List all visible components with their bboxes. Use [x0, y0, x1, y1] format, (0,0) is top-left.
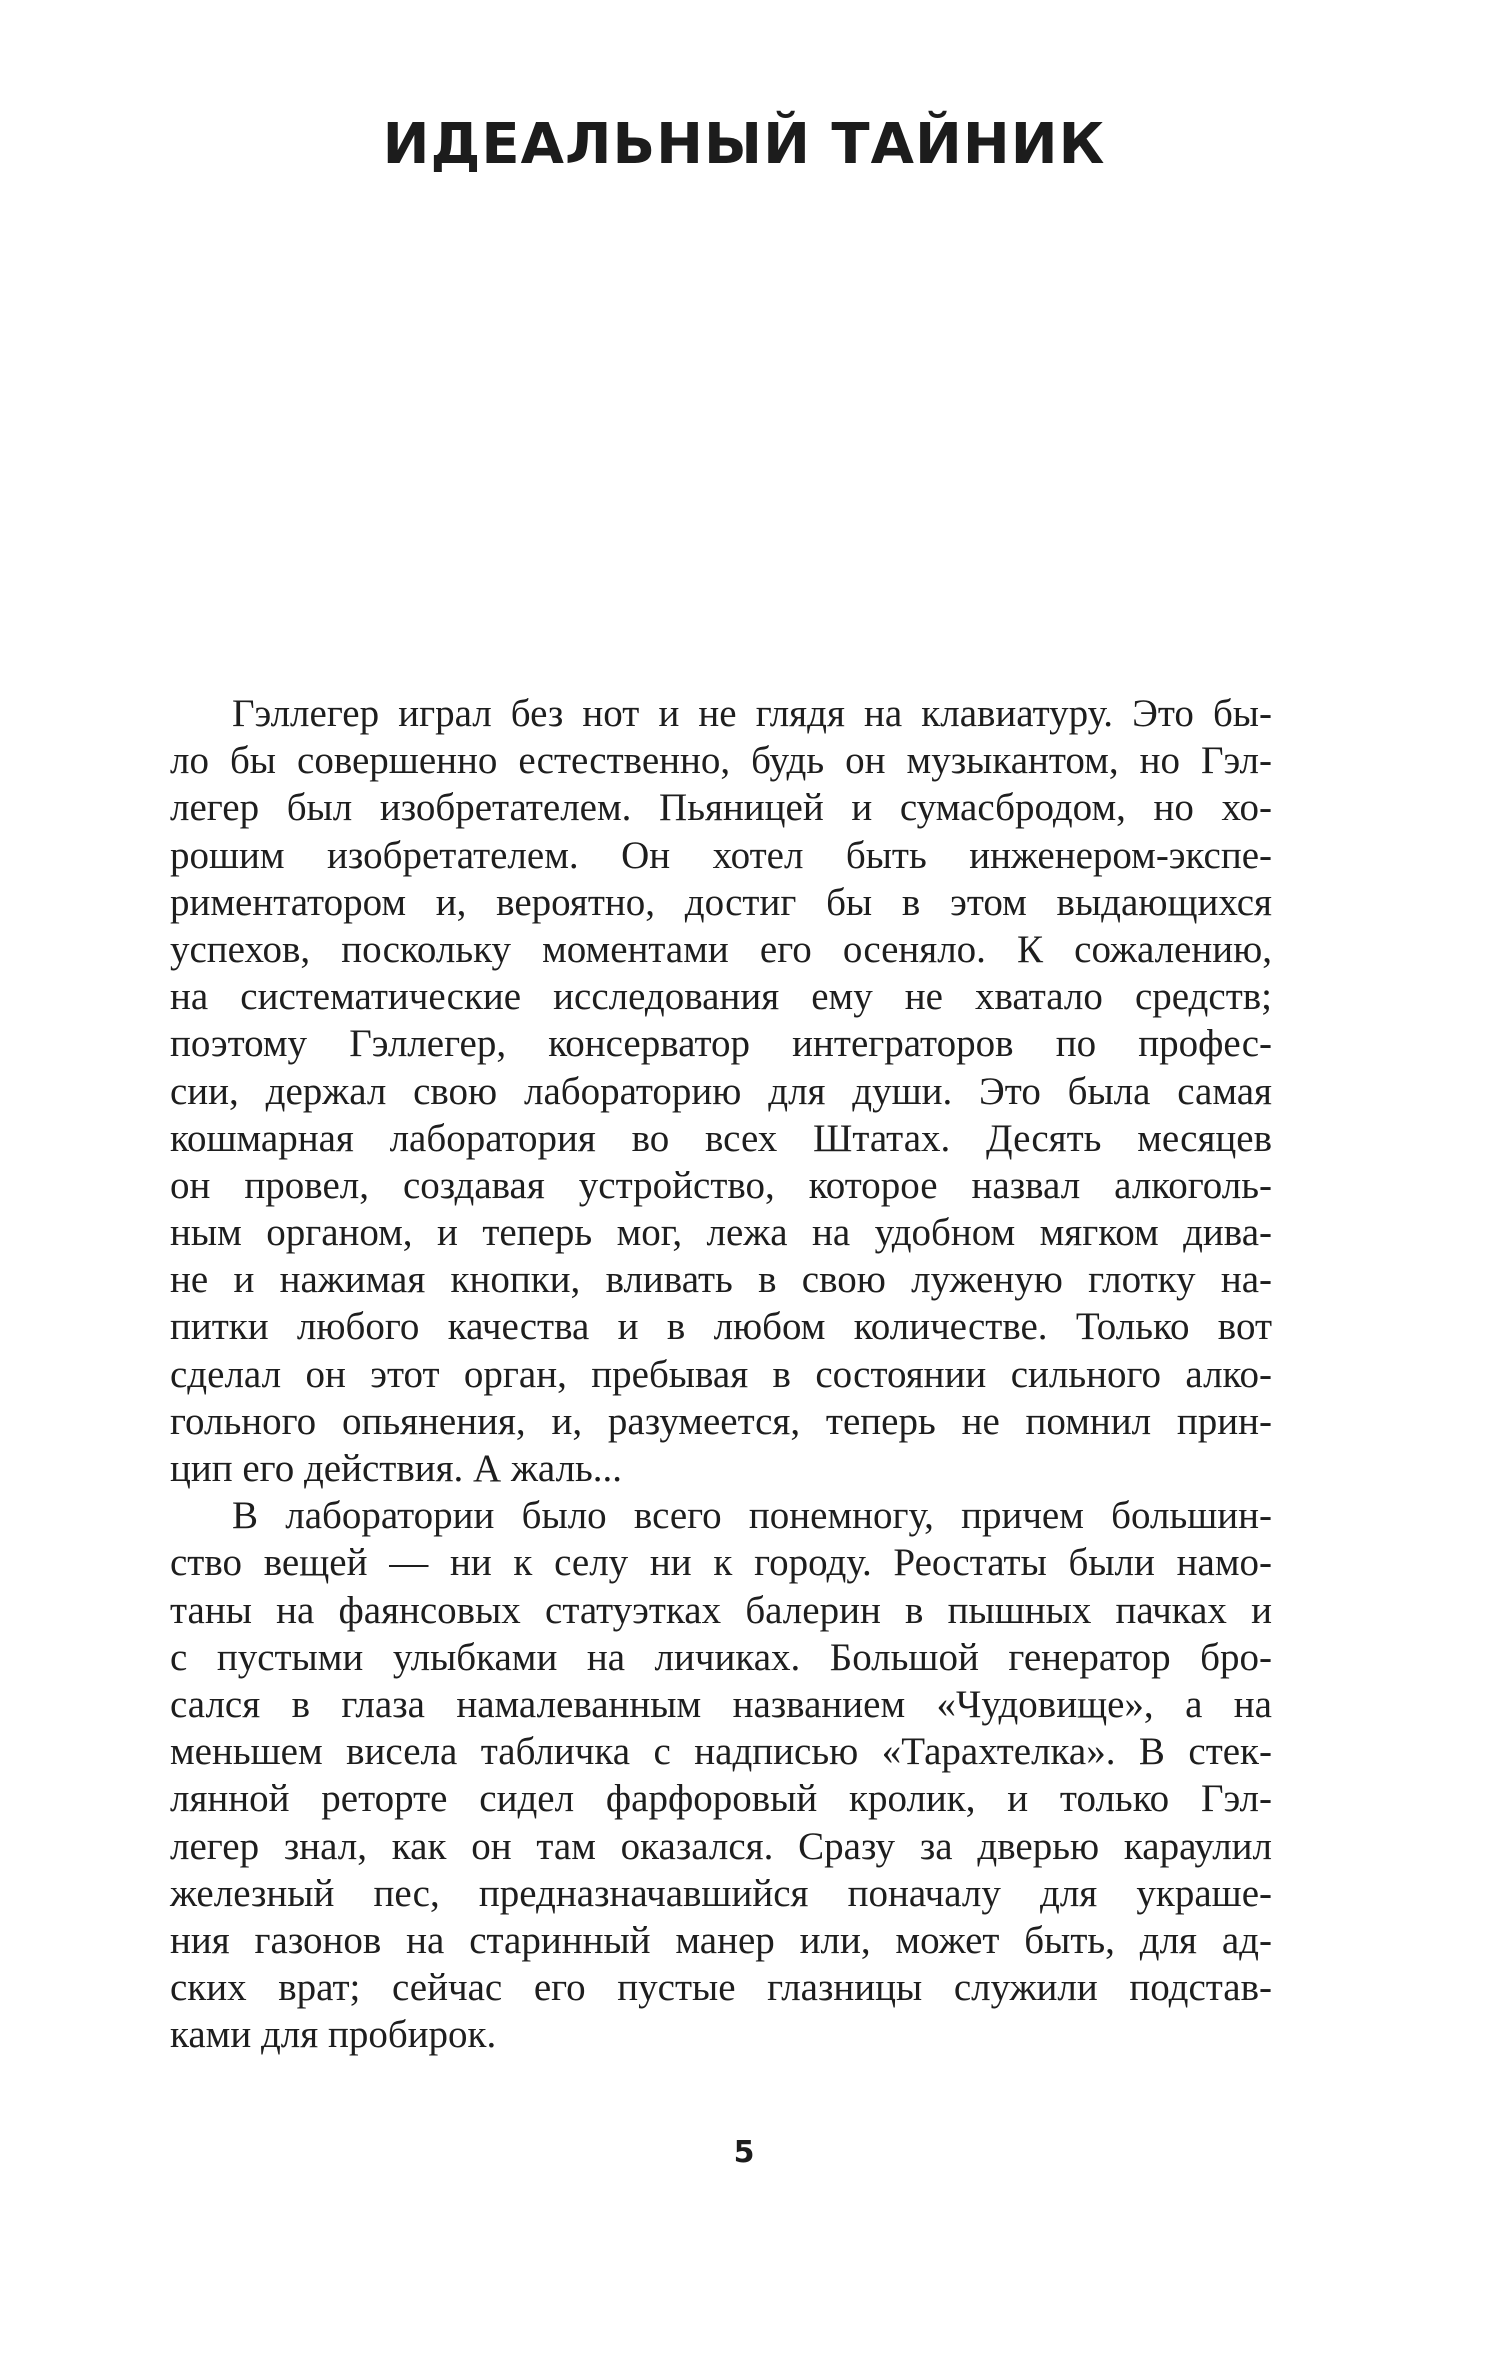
text-line: не и нажимая кнопки, вливать в свою луженую глотку на-: [170, 1258, 1272, 1302]
text-line: ния газонов на старинный манер или, может быть, для ад-: [170, 1918, 1272, 1962]
text-line: он провел, создавая устройство, которое назвал алкоголь-: [170, 1163, 1272, 1207]
text-line: легер знал, как он там оказался. Сразу за дверью караулил: [170, 1824, 1272, 1868]
paragraph: [170, 690, 1272, 1492]
text-line: легер был изобретателем. Пьяницей и сумасбродом, но хо-: [170, 786, 1272, 830]
text-line: цип его действия. А жаль...: [170, 1447, 623, 1490]
text-line: рошим изобретателем. Он хотел быть инженером-экспе-: [170, 833, 1272, 877]
text-line: сался в глаза намалеванным названием «Чудовище», а на: [170, 1682, 1272, 1726]
text-line: поэтому Гэллегер, консерватор интеграторов по профес-: [170, 1022, 1272, 1066]
text-line: питки любого качества и в любом количестве. Только вот: [170, 1305, 1272, 1349]
page-number: 5: [733, 2135, 755, 2170]
text-line: на систематические исследования ему не хватало средств;: [170, 975, 1272, 1019]
body-text: [170, 690, 1272, 2058]
text-line: сделал он этот орган, пребывая в состоянии сильного алко-: [170, 1352, 1272, 1396]
text-line: с пустыми улыбками на личиках. Большой генератор бро-: [170, 1635, 1272, 1679]
text-line: железный пес, предназначавшийся поначалу для украше-: [170, 1871, 1272, 1915]
text-line: таны на фаянсовых статуэтках балерин в пышных пачках и: [170, 1588, 1272, 1632]
text-line: ным органом, и теперь мог, лежа на удобном мягком дива-: [170, 1211, 1272, 1255]
text-line: риментатором и, вероятно, достиг бы в этом выдающихся: [170, 880, 1272, 924]
text-line: ками для пробирок.: [170, 2013, 497, 2057]
chapter-title: ИДЕАЛЬНЫЙ ТАЙНИК: [382, 112, 1106, 177]
text-line: Гэллегер играл без нот и не глядя на клавиатуру. Это бы-: [232, 692, 1272, 735]
paragraph: [170, 1492, 1272, 2058]
text-line: гольного опьянения, и, разумеется, теперь не помнил прин-: [170, 1399, 1272, 1443]
text-line: ство вещей — ни к селу ни к городу. Реостаты были намо-: [170, 1541, 1272, 1585]
text-line: меньшем висела табличка с надписью «Тарахтелка». В стек-: [170, 1730, 1272, 1774]
text-line: успехов, поскольку моментами его осеняло. К сожалению,: [170, 927, 1272, 971]
text-line: кошмарная лаборатория во всех Штатах. Десять месяцев: [170, 1116, 1272, 1160]
text-line: В лаборатории было всего понемногу, причем большин-: [232, 1494, 1272, 1538]
text-line: ло бы совершенно естественно, будь он музыкантом, но Гэл-: [170, 739, 1272, 783]
text-line: ских врат; сейчас его пустые глазницы служили подстав-: [170, 1966, 1272, 2010]
text-line: лянной реторте сидел фарфоровый кролик, и только Гэл-: [170, 1777, 1272, 1821]
text-line: сии, держал свою лабораторию для души. Это была самая: [170, 1069, 1272, 1113]
